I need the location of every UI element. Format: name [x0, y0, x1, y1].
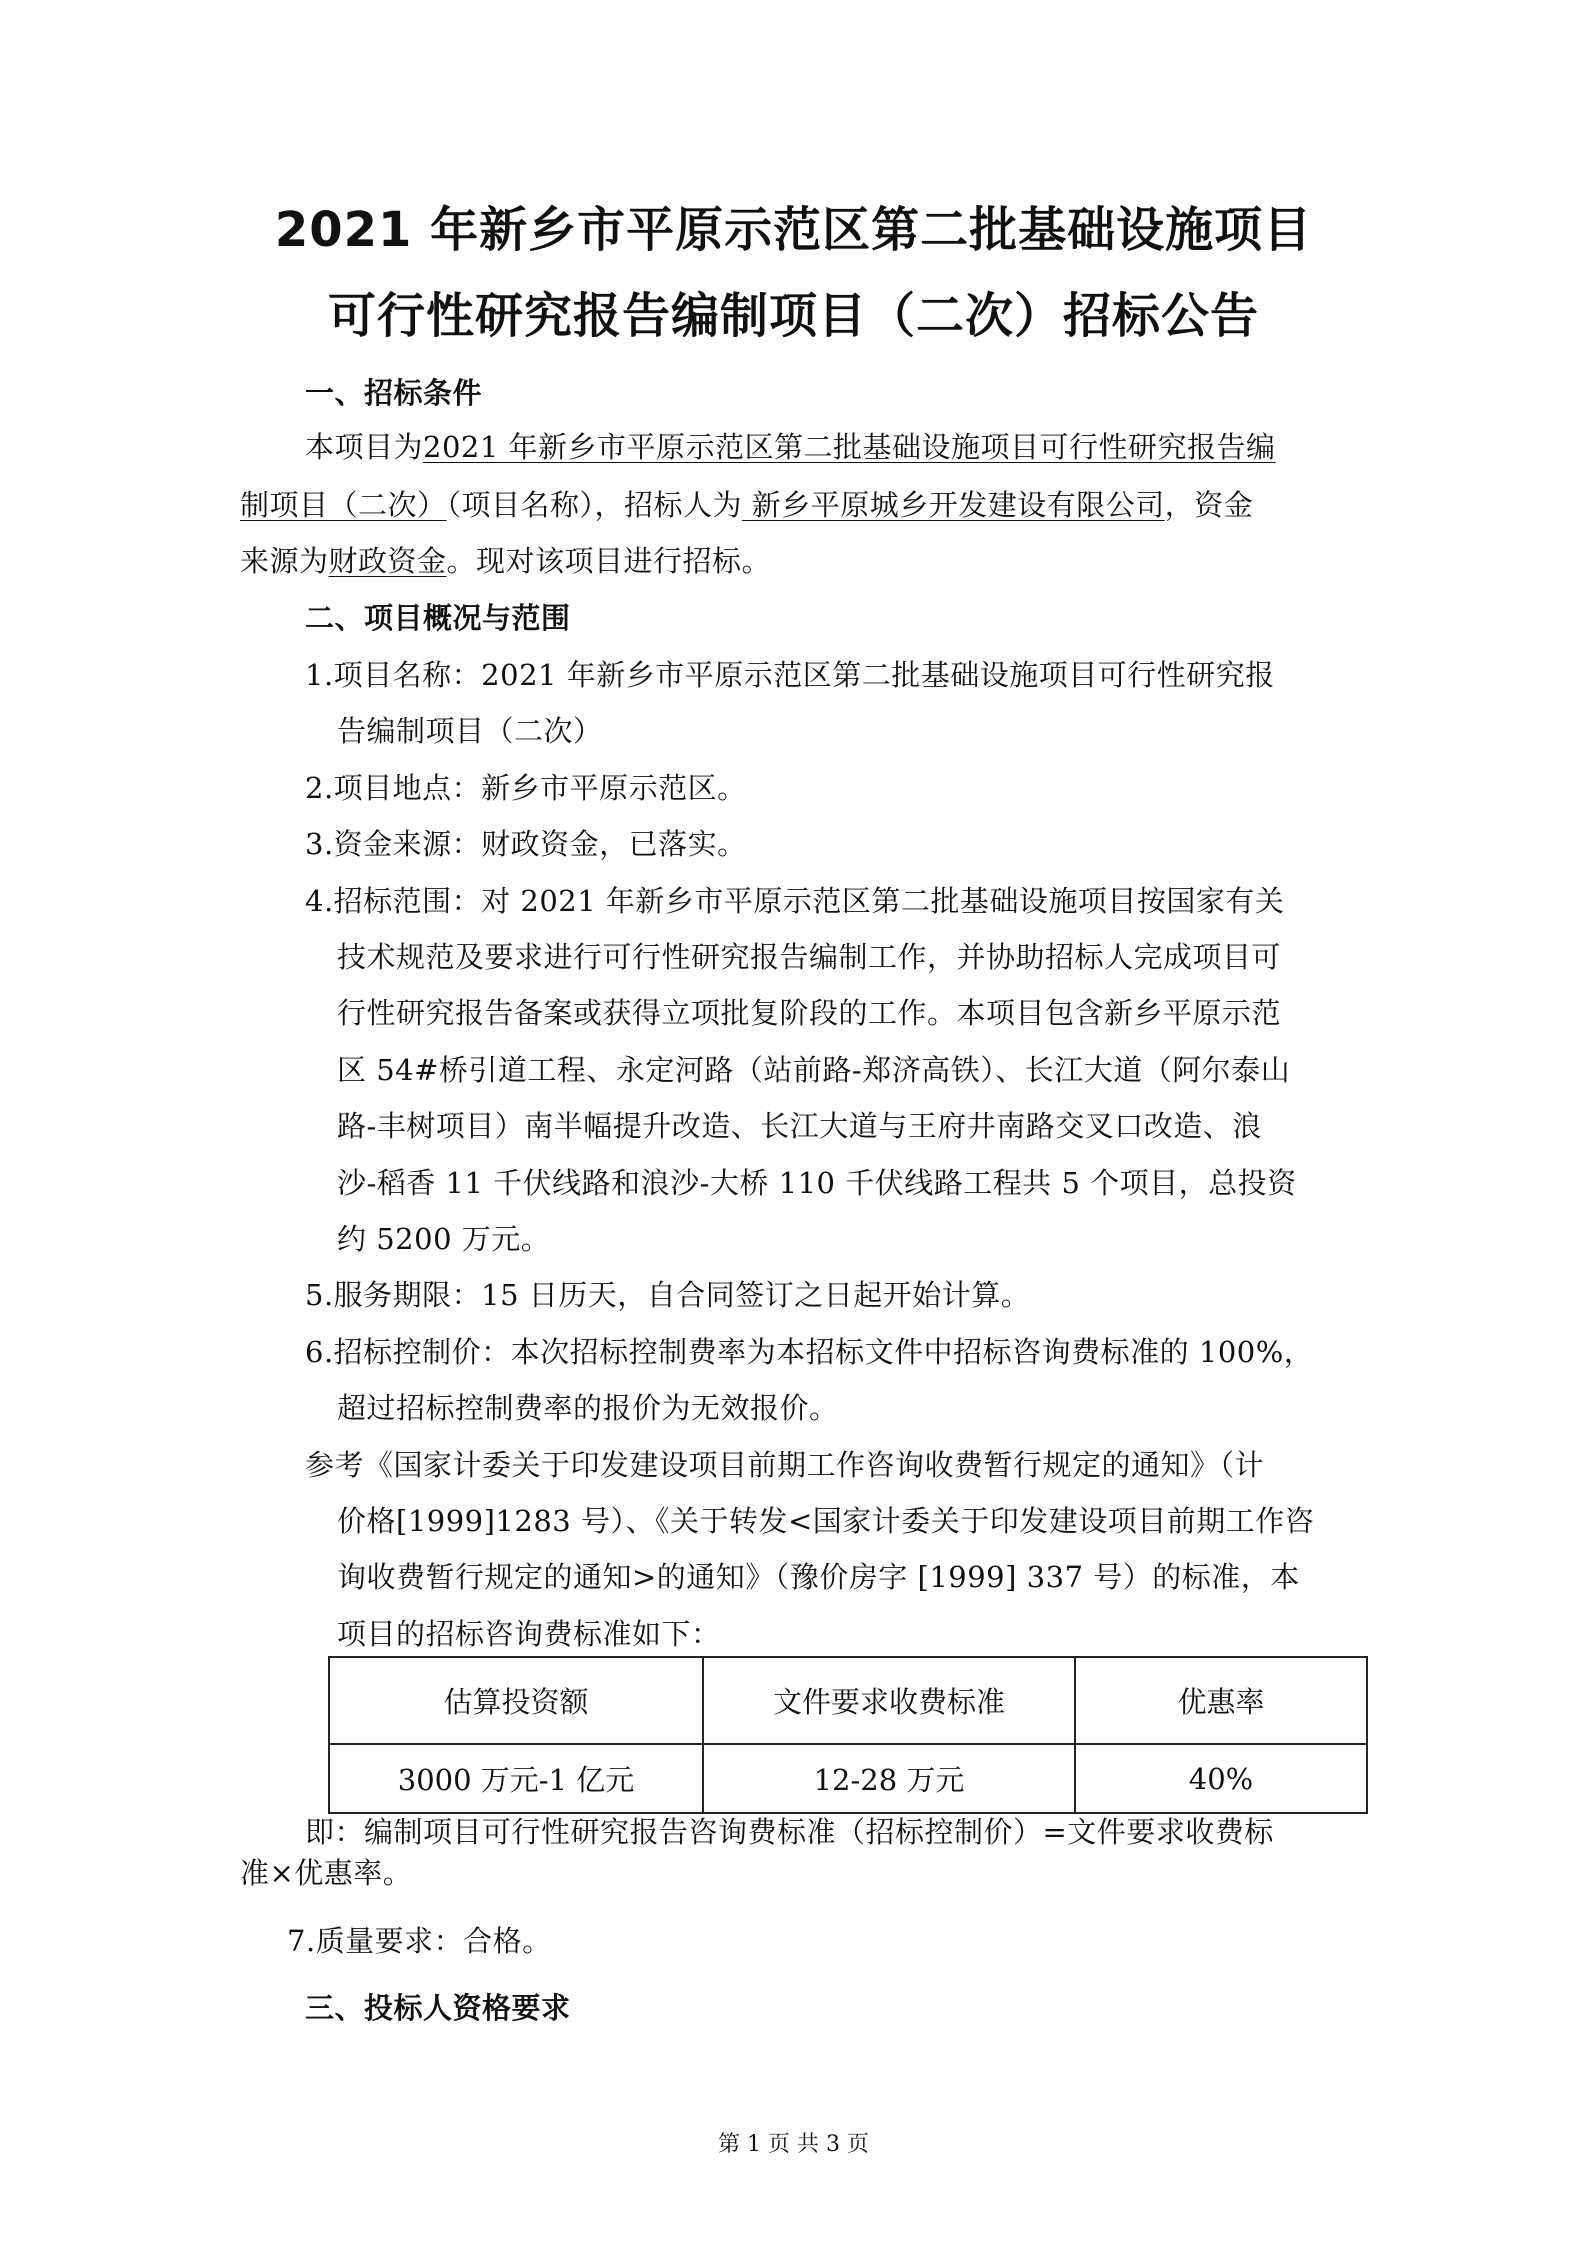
tenderer-name-underlined: 新乡平原城乡开发建设有限公司 [742, 488, 1165, 522]
section1-paragraph-line1 [305, 427, 1276, 467]
project-name-underlined-cont: 制项目（二次） [240, 488, 447, 522]
text: 来源为 [240, 544, 329, 578]
text: ，资金 [1164, 488, 1254, 522]
item7: 7.质量要求：合格。 [287, 1924, 552, 1958]
cell-fee-standard: 12-28 万元 [703, 1744, 1075, 1813]
reference-line4: 项目的招标咨询费标准如下： [337, 1617, 721, 1651]
item4-line7: 约 5200 万元。 [337, 1222, 551, 1256]
document-title-line1: 2021 年新乡市平原示范区第二批基础设施项目 [274, 202, 1313, 258]
item3: 3.资金来源：财政资金，已落实。 [305, 827, 747, 861]
reference-line2: 价格[1999]1283 号）、《关于转发<国家计委关于印发建设项目前期工作咨 [337, 1504, 1315, 1538]
item6-line2: 超过招标控制费率的报价为无效报价。 [337, 1391, 839, 1425]
section3-heading: 三、投标人资格要求 [305, 1991, 571, 2025]
table-header-row [329, 1657, 1367, 1744]
cell-discount: 40% [1075, 1744, 1367, 1813]
item2: 2.项目地点：新乡市平原示范区。 [305, 771, 747, 805]
fund-source-underlined: 财政资金 [328, 544, 447, 578]
text: （项目名称），招标人为 [446, 488, 743, 522]
header-investment: 估算投资额 [329, 1657, 703, 1744]
section1-heading: 一、招标条件 [305, 376, 483, 410]
cell-investment: 3000 万元-1 亿元 [329, 1744, 703, 1813]
text: 。现对该项目进行招标。 [446, 544, 772, 578]
section2-heading: 二、项目概况与范围 [305, 601, 571, 635]
item4-line1: 4.招标范围：对 2021 年新乡市平原示范区第二批基础设施项目按国家有关 [305, 884, 1285, 918]
item1-line1: 1.项目名称：2021 年新乡市平原示范区第二批基础设施项目可行性研究报 [305, 658, 1275, 692]
item5: 5.服务期限：15 日历天，自合同签订之日起开始计算。 [305, 1278, 1031, 1312]
document-title-line2: 可行性研究报告编制项目（二次）招标公告 [327, 288, 1259, 344]
reference-line3: 询收费暂行规定的通知>的通知》（豫价房字 [1999] 337 号）的标准，本 [337, 1560, 1300, 1594]
section1-paragraph-line2 [240, 485, 1253, 525]
section1-paragraph-line3 [240, 541, 771, 581]
table-row [329, 1744, 1367, 1813]
header-fee-standard: 文件要求收费标准 [703, 1657, 1075, 1744]
project-name-underlined: 2021 年新乡市平原示范区第二批基础设施项目可行性研究报告编 [423, 430, 1276, 464]
item4-line3: 行性研究报告备案或获得立项批复阶段的工作。本项目包含新乡平原示范 [337, 996, 1282, 1030]
item4-line5: 路-丰树项目）南半幅提升改造、长江大道与王府井南路交叉口改造、浪 [337, 1109, 1262, 1143]
item4-line2: 技术规范及要求进行可行性研究报告编制工作，并协助招标人完成项目可 [337, 940, 1282, 974]
formula-line1: 即：编制项目可行性研究报告咨询费标准（招标控制价）=文件要求收费标 [305, 1815, 1274, 1849]
fee-standard-table [328, 1656, 1368, 1814]
page-number: 第 1 页 共 3 页 [718, 2132, 869, 2157]
text: 本项目为 [305, 430, 424, 464]
formula-line2: 准×优惠率。 [240, 1856, 413, 1890]
item4-line4: 区 54#桥引道工程、永定河路（站前路-郑济高铁）、长江大道（阿尔泰山 [337, 1053, 1291, 1087]
item1-line2: 告编制项目（二次） [337, 714, 603, 748]
header-discount: 优惠率 [1075, 1657, 1367, 1744]
reference-line1: 参考《国家计委关于印发建设项目前期工作咨询收费暂行规定的通知》（计 [305, 1448, 1265, 1482]
item4-line6: 沙-稻香 11 千伏线路和浪沙-大桥 110 千伏线路工程共 5 个项目，总投资 [337, 1166, 1297, 1200]
item6-line1: 6.招标控制价：本次招标控制费率为本招标文件中招标咨询费标准的 100%， [305, 1335, 1314, 1369]
